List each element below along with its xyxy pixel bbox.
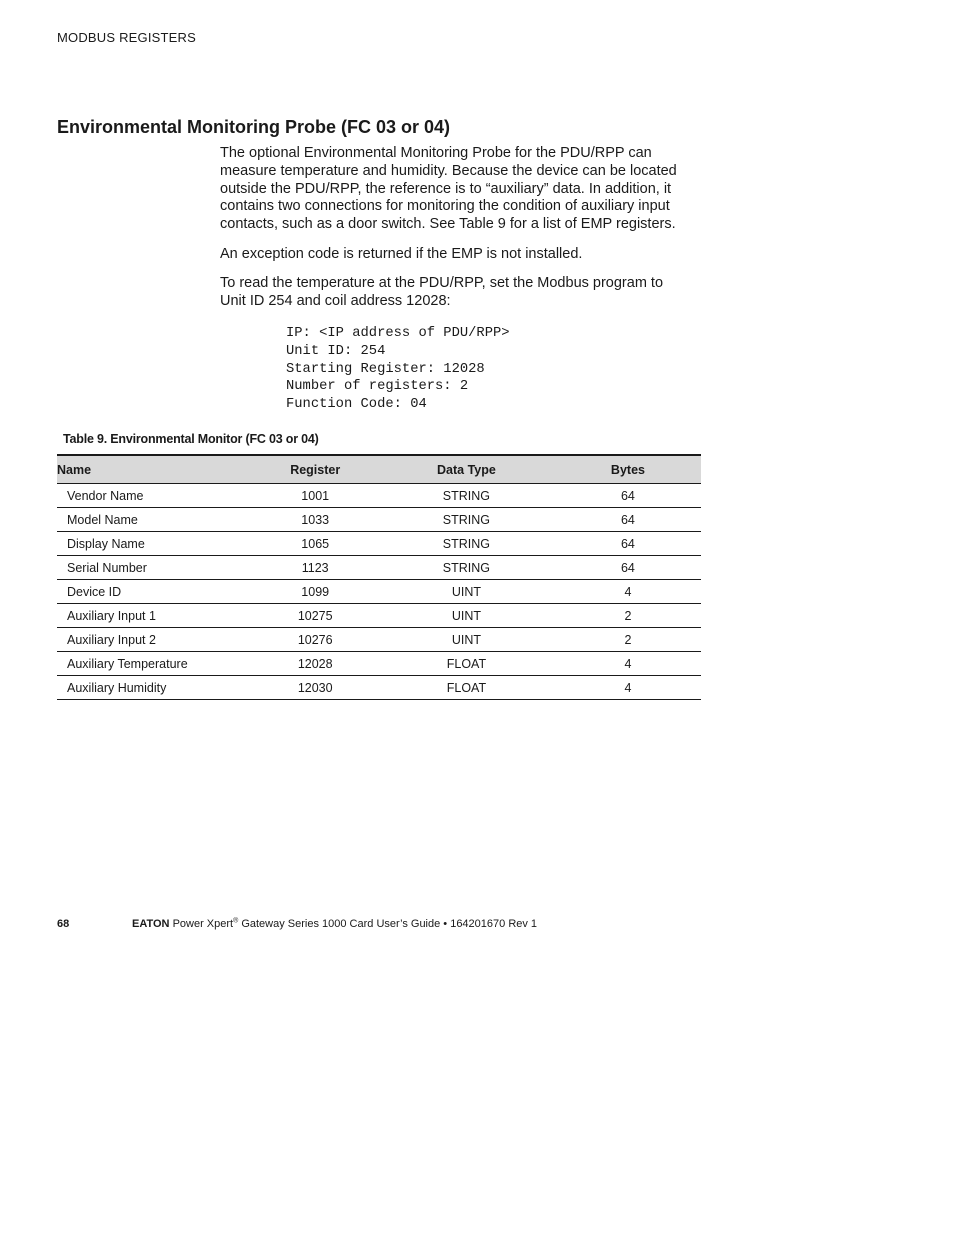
cell-name: Vendor Name: [57, 484, 252, 508]
product-name: Power Xpert: [172, 918, 234, 930]
cell-bytes: 2: [555, 628, 701, 652]
cell-name: Model Name: [57, 508, 252, 532]
environmental-monitor-table: [57, 454, 701, 700]
cell-name: Serial Number: [57, 556, 252, 580]
cell-bytes: 2: [555, 604, 701, 628]
code-line-ip: IP: <IP address of PDU/RPP>: [286, 326, 510, 341]
footer-guide-info: Gateway Series 1000 Card User’s Guide • 164201670 Rev 1: [238, 918, 538, 930]
header-register: Register: [252, 455, 378, 484]
cell-register: 1001: [252, 484, 378, 508]
code-line-number-of-registers: Number of registers: 2: [286, 379, 469, 395]
cell-name: Device ID: [57, 580, 252, 604]
cell-data-type: FLOAT: [378, 676, 555, 700]
header-data-type: Data Type: [378, 455, 555, 484]
cell-name: Display Name: [57, 532, 252, 556]
table-row: [57, 556, 701, 580]
intro-paragraph: The optional Environmental Monitoring Probe for the PDU/RPP can measure temperature and humidity. Because the device can be located outside the PDU/RPP, the reference is to “auxiliary” data. In addition, it contains two connections for monitoring the condition of auxiliary input contacts, such as a door switch. See Table 9 for a list of EMP registers.: [220, 145, 677, 233]
running-header: MODBUS REGISTERS: [57, 30, 196, 45]
table-row: [57, 532, 701, 556]
brand-name: EATON: [132, 918, 170, 930]
cell-data-type: UINT: [378, 580, 555, 604]
table-row: [57, 484, 701, 508]
table-row: [57, 676, 701, 700]
registered-mark: ®: [233, 917, 239, 925]
cell-register: 1099: [252, 580, 378, 604]
cell-data-type: STRING: [378, 484, 555, 508]
cell-register: 1065: [252, 532, 378, 556]
cell-register: 12028: [252, 652, 378, 676]
footer-text: [132, 918, 537, 930]
cell-name: Auxiliary Humidity: [57, 676, 252, 700]
cell-name: Auxiliary Temperature: [57, 652, 252, 676]
cell-register: 10275: [252, 604, 378, 628]
table-caption: Table 9. Environmental Monitor (FC 03 or 04): [63, 432, 319, 446]
table-body: [57, 484, 701, 700]
cell-data-type: UINT: [378, 628, 555, 652]
cell-bytes: 64: [555, 532, 701, 556]
cell-bytes: 64: [555, 556, 701, 580]
cell-name: Auxiliary Input 2: [57, 628, 252, 652]
table-header-row: [57, 455, 701, 484]
section-title: Environmental Monitoring Probe (FC 03 or 04): [57, 117, 451, 137]
table-row: [57, 604, 701, 628]
table-row: [57, 580, 701, 604]
cell-register: 1123: [252, 556, 378, 580]
code-line-unit-id: Unit ID: 254: [286, 343, 386, 359]
header-name: Name: [57, 455, 252, 484]
cell-register: 1033: [252, 508, 378, 532]
instruction-paragraph: To read the temperature at the PDU/RPP, set the Modbus program to Unit ID 254 and coil address 12028:: [220, 275, 664, 309]
cell-bytes: 64: [555, 508, 701, 532]
cell-data-type: FLOAT: [378, 652, 555, 676]
header-bytes: Bytes: [555, 455, 701, 484]
cell-data-type: STRING: [378, 556, 555, 580]
cell-bytes: 64: [555, 484, 701, 508]
code-line-starting-register: Starting Register: 12028: [286, 361, 485, 377]
table-row: [57, 652, 701, 676]
cell-name: Auxiliary Input 1: [57, 604, 252, 628]
cell-bytes: 4: [555, 676, 701, 700]
exception-paragraph: An exception code is returned if the EMP is not installed.: [220, 246, 583, 262]
cell-register: 12030: [252, 676, 378, 700]
cell-bytes: 4: [555, 580, 701, 604]
table-row: [57, 628, 701, 652]
cell-data-type: STRING: [378, 508, 555, 532]
page-number: 68: [57, 918, 70, 930]
cell-register: 10276: [252, 628, 378, 652]
code-line-function-code: Function Code: 04: [286, 397, 427, 413]
cell-bytes: 4: [555, 652, 701, 676]
table-row: [57, 508, 701, 532]
code-example: [286, 325, 510, 414]
cell-data-type: STRING: [378, 532, 555, 556]
cell-data-type: UINT: [378, 604, 555, 628]
